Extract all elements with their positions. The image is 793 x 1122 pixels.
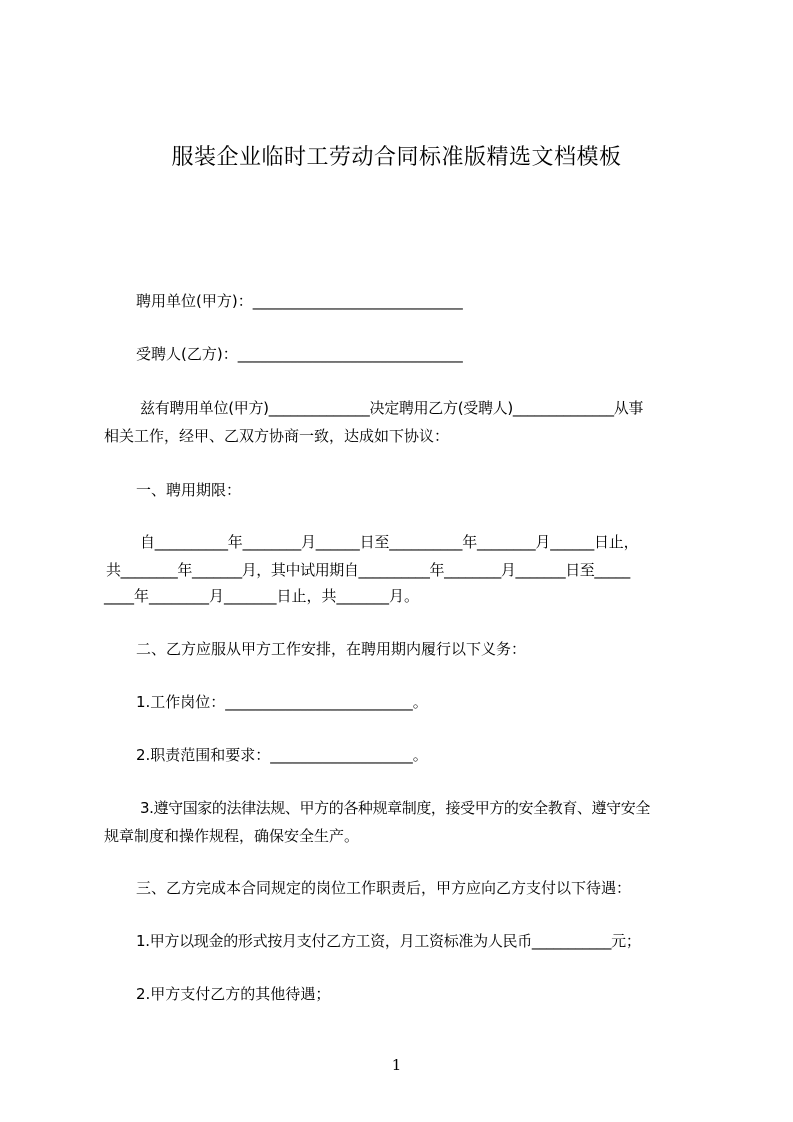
- section-2-heading: 二、乙方应服从甲方工作安排，在聘用期内履行以下义务：: [136, 640, 527, 658]
- section-3-item-2: 2.甲方支付乙方的其他待遇；: [136, 985, 331, 1003]
- employee-field: 受聘人(乙方)：______________________________: [136, 345, 463, 363]
- intro-line-2: 相关工作，经甲、乙双方协商一致，达成如下协议：: [104, 427, 450, 445]
- section-3-heading: 三、乙方完成本合同规定的岗位工作职责后，甲方应向乙方支付以下待遇：: [136, 879, 632, 897]
- section-1-line-1: 自__________年________月______日至__________年________月______日止，: [140, 533, 639, 551]
- section-2-item-1: 1.工作岗位：_________________________。: [136, 693, 428, 711]
- section-2-item-3-line-1: 3.遵守国家的法律法规、甲方的各种规章制度，接受甲方的安全教育、遵守安全: [140, 799, 650, 817]
- section-1-line-3: ____年________月_______日止，共_______月。: [104, 587, 420, 605]
- section-2-item-3-line-2: 规章制度和操作规程，确保安全生产。: [104, 827, 360, 845]
- document-title: 服装企业临时工劳动合同标准版精选文档模板: [171, 145, 622, 170]
- section-1-heading: 一、聘用期限：: [136, 481, 242, 499]
- section-3-item-1: 1.甲方以现金的形式按月支付乙方工资，月工资标准为人民币___________元；: [136, 932, 641, 950]
- intro-line-1: 兹有聘用单位(甲方)______________决定聘用乙方(受聘人)______________从事: [140, 399, 644, 417]
- employer-field: 聘用单位(甲方)：____________________________: [136, 292, 463, 310]
- section-2-item-2: 2.职责范围和要求：___________________。: [136, 746, 428, 764]
- section-1-line-2: 共________年_______月，其中试用期自__________年________月_______日至_____: [106, 561, 630, 579]
- page-number: 1: [391, 1056, 402, 1074]
